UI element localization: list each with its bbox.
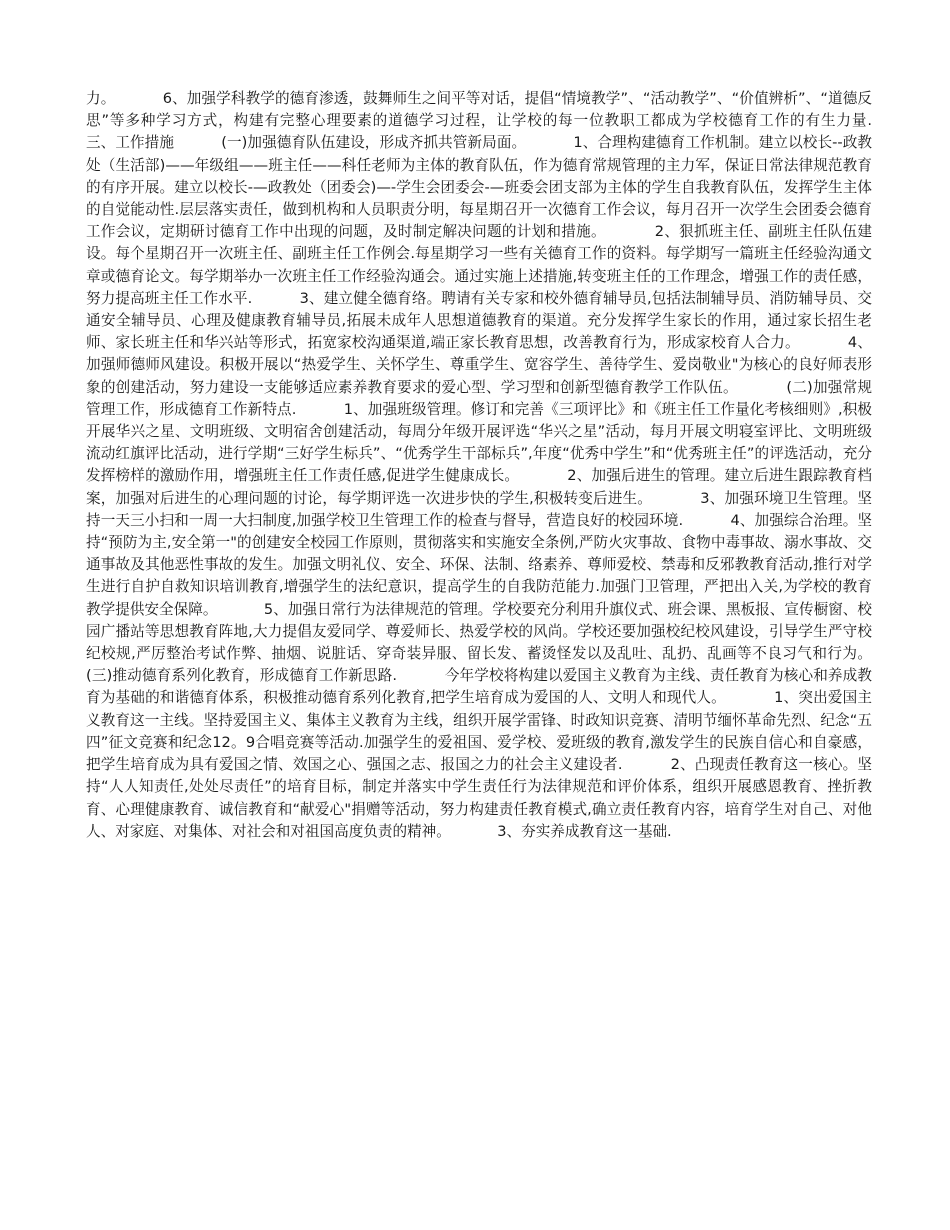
- document-body-text: 力。 6、加强学科教学的德育渗透，鼓舞师生之间平等对话，提倡“情境教学”、“活动教学”、“价值辨析”、“道德反思”等多种学习方式，构建有完整心理要素的道德学习过程，让学校的每一位教职工都成为学校德育工作的有生力量. 三、工作措施 (一)加强德育队伍建设，形成齐抓共管新局面。 1、合理构建德育工作机制。建立以校长--政教处（生活部)——年级组——班主任——科任老师为主体的教育队伍，作为德育常规管理的主力军，保证日常法律规范教育的有序开展。建立以校长-—政教处（团委会)—-学生会团委会-—班委会团支部为主体的学生自我教育队伍，发挥学生主体的自觉能动性.层层落实责任，做到机构和人员职责分明，每星期召开一次德育工作会议，每月召开一次学生会团委会德育工作会议，定期研讨德育工作中出现的问题，及时制定解决问题的计划和措施。 2、狠抓班主任、副班主任队伍建设。每个星期召开一次班主任、副班主任工作例会.每星期学习一些有关德育工作的资料。每学期写一篇班主任经验沟通文章或德育论文。每学期举办一次班主任工作经验沟通会。通过实施上述措施,转变班主任的工作理念，增强工作的责任感，努力提高班主任工作水平. 3、建立健全德育络。聘请有关专家和校外德育辅导员,包括法制辅导员、消防辅导员、交通安全辅导员、心理及健康教育辅导员,拓展未成年人思想道德教育的渠道。充分发挥学生家长的作用，通过家长招生老师、家长班主任和华兴站等形式，拓宽家校沟通渠道,端正家长教育思想，改善教育行为，形成家校育人合力。 4、加强师德师风建设。积极开展以“热爱学生、关怀学生、尊重学生、宽容学生、善待学生、爱岗敬业"为核心的良好师表形象的创建活动，努力建设一支能够适应素养教育要求的爱心型、学习型和创新型德育教学工作队伍。 (二)加强常规管理工作，形成德育工作新特点. 1、加强班级管理。修订和完善《三项评比》和《班主任工作量化考核细则》,积极开展华兴之星、文明班级、文明宿舍创建活动，每周分年级开展评选“华兴之星”活动，每月开展文明寝室评比、文明班级流动红旗评比活动，进行学期“三好学生标兵”、“优秀学生干部标兵”,年度“优秀中学生”和“优秀班主任”的评选活动，充分发挥榜样的激励作用，增强班主任工作责任感,促进学生健康成长。 2、加强后进生的管理。建立后进生跟踪教育档案，加强对后进生的心理问题的讨论，每学期评选一次进步快的学生,积极转变后进生。 3、加强环境卫生管理。坚持一天三小扫和一周一大扫制度,加强学校卫生管理工作的检查与督导，营造良好的校园环境. 4、加强综合治理。坚持“预防为主,安全第一"的创建安全校园工作原则，贯彻落实和实施安全条例,严防火灾事故、食物中毒事故、溺水事故、交通事故及其他恶性事故的发生。加强文明礼仪、安全、环保、法制、络素养、尊师爱校、禁毒和反邪教教育活动,推行对学生进行自护自救知识培训教育,增强学生的法纪意识，提高学生的自我防范能力.加强门卫管理，严把出入关,为学校的教育教学提供安全保障。 5、加强日常行为法律规范的管理。学校要充分利用升旗仪式、班会课、黑板报、宣传橱窗、校园广播站等思想教育阵地,大力提倡友爱同学、尊爱师长、热爱学校的风尚。学校还要加强校纪校风建设，引导学生严守校纪校规,严厉整治考试作弊、抽烟、说脏话、穿奇装异服、留长发、蓄烫怪发以及乱吐、乱扔、乱画等不良习气和行为。 (三)推动德育系列化教育，形成德育工作新思路. 今年学校将构建以爱国主义教育为主线、责任教育为核心和养成教育为基础的和谐德育体系，积极推动德育系列化教育,把学生培育成为爱国的人、文明人和现代人。 1、突出爱国主义教育这一主线。坚持爱国主义、集体主义教育为主线，组织开展学雷锋、时政知识竞赛、清明节缅怀革命先烈、纪念“五四”征文竞赛和纪念12。9合唱竞赛等活动.加强学生的爱祖国、爱学校、爱班级的教育,激发学生的民族自信心和自豪感，把学生培育成为具有爱国之情、效国之心、强国之志、报国之力的社会主义建设者. 2、凸现责任教育这一核心。坚持“人人知责任,处处尽责任”的培育目标，制定并落实中学生责任行为法律规范和评价体系，组织开展感恩教育、挫折教育、心理健康教育、诚信教育和“献爱心"捐赠等活动，努力构建责任教育模式,确立责任教育内容，培育学生对自己、对他人、对家庭、对集体、对社会和对祖国高度负责的精神。 3、夯实养成教育这一基础.: [86, 90, 919, 840]
